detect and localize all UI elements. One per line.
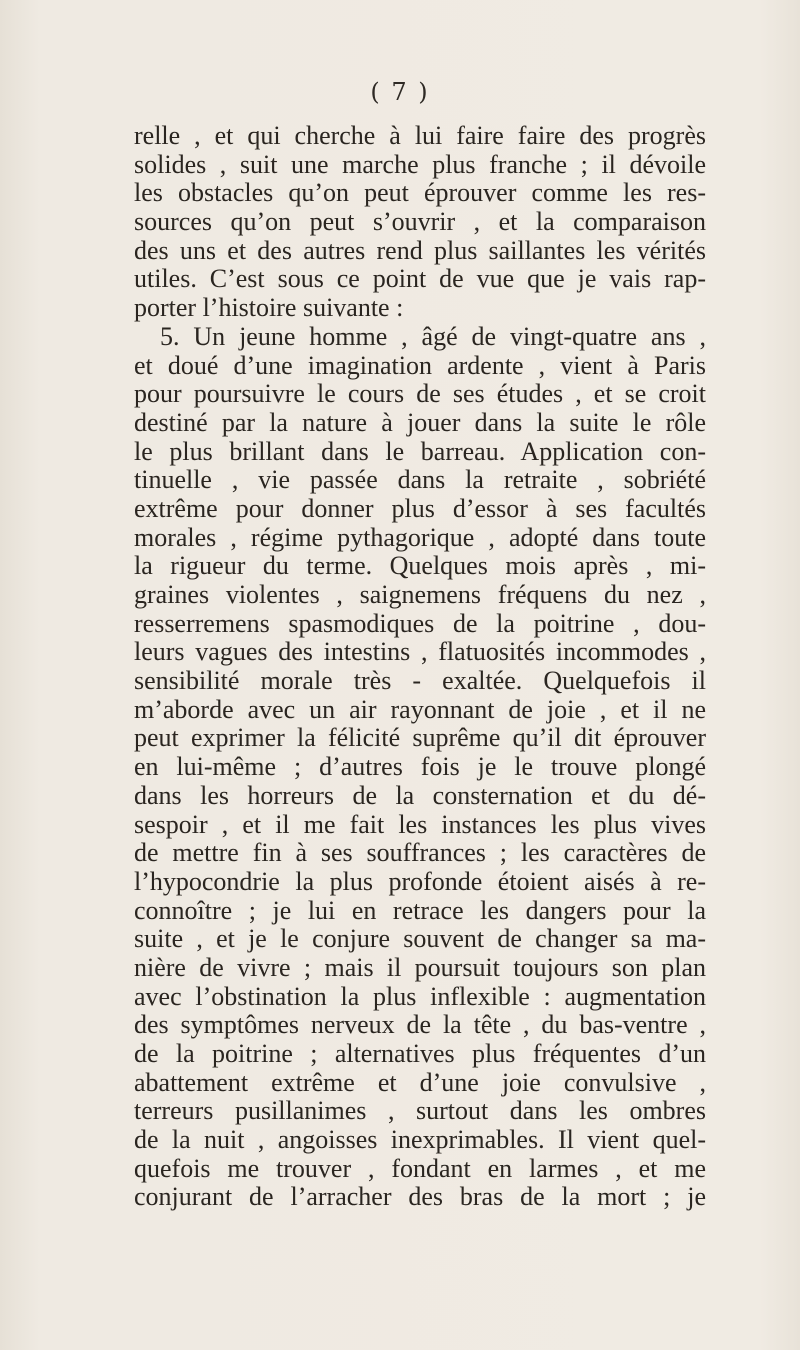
text-line: destiné par la nature à jouer dans la suite le rôle <box>134 407 706 437</box>
text-line: sources qu’on peut s’ouvrir , et la comparaison <box>134 207 706 237</box>
text-line: la rigueur du terme. Quelques mois après , mi- <box>134 551 706 581</box>
text-line: terreurs pusillanimes , surtout dans les ombres <box>134 1096 706 1126</box>
text-line: les obstacles qu’on peut éprouver comme les res- <box>134 178 706 208</box>
text-line: sensibilité morale très - exaltée. Quelquefois il <box>134 666 706 696</box>
text-line: graines violentes , saignemens fréquens du nez , <box>134 580 706 609</box>
text-line: connoître ; je lui en retrace les dangers pour la <box>134 895 706 925</box>
text-line: quefois me trouver , fondant en larmes , et me <box>134 1153 706 1183</box>
text-line: porter l’histoire suivante : <box>134 293 404 323</box>
text-line: morales , régime pythagorique , adopté dans toute <box>134 522 706 552</box>
text-line: des uns et des autres rend plus saillantes les vérités <box>134 235 706 265</box>
body-text <box>134 122 706 1212</box>
text-line: 5. Un jeune homme , âgé de vingt-quatre ans , <box>160 321 706 351</box>
text-line: suite , et je le conjure souvent de changer sa ma- <box>134 924 706 954</box>
text-line: sespoir , et il me fait les instances les plus vives <box>134 809 706 839</box>
text-line: pour poursuivre le cours de ses études , et se croit <box>134 379 706 409</box>
text-line: dans les horreurs de la consternation et du dé- <box>134 780 706 810</box>
text-line: leurs vagues des intestins , flatuosités incommodes , <box>134 637 706 667</box>
text-line: de la nuit , angoisses inexprimables. Il vient quel- <box>134 1125 706 1155</box>
text-line: utiles. C’est sous ce point de vue que je vais rap- <box>134 264 706 294</box>
page-number: ( 7 ) <box>370 78 430 106</box>
text-line: relle , et qui cherche à lui faire faire des progrès <box>134 121 706 150</box>
text-line: extrême pour donner plus d’essor à ses facultés <box>134 493 706 523</box>
text-line: de mettre fin à ses souffrances ; les caractères de <box>134 838 706 868</box>
text-line: peut exprimer la félicité suprême qu’il dit éprouver <box>134 723 706 753</box>
text-line: le plus brillant dans le barreau. Application con- <box>134 436 706 466</box>
text-line: et doué d’une imagination ardente , vient à Paris <box>134 350 706 380</box>
text-line: solides , suit une marche plus franche ; il dévoile <box>134 149 706 179</box>
text-line: l’hypocondrie la plus profonde étoient aisés à re- <box>134 866 706 896</box>
text-line: en lui-même ; d’autres fois je le trouve plongé <box>134 752 706 782</box>
text-line: conjurant de l’arracher des bras de la mort ; je <box>134 1182 706 1212</box>
text-line: tinuelle , vie passée dans la retraite , sobriété <box>134 465 706 495</box>
text-line: nière de vivre ; mais il poursuit toujours son plan <box>134 952 706 982</box>
text-line: m’aborde avec un air rayonnant de joie , et il ne <box>134 694 706 724</box>
text-line: avec l’obstination la plus inflexible : augmentation <box>134 981 706 1011</box>
text-line: des symptômes nerveux de la tête , du bas-ventre , <box>134 1010 706 1040</box>
text-line: resserremens spasmodiques de la poitrine , dou- <box>134 608 706 638</box>
text-line: abattement extrême et d’une joie convulsive , <box>134 1067 706 1097</box>
text-line: de la poitrine ; alternatives plus fréquentes d’un <box>134 1039 706 1068</box>
